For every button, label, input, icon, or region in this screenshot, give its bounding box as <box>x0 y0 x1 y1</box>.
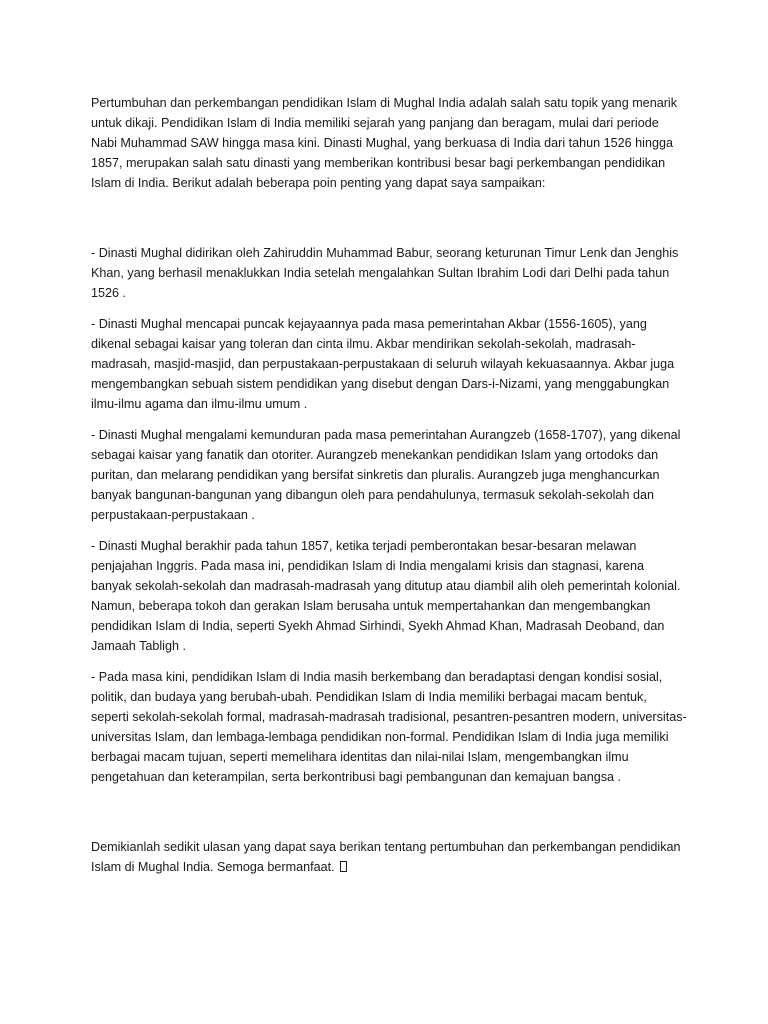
point-aurangzeb: - Dinasti Mughal mengalami kemunduran pada masa pemerintahan Aurangzeb (1658-1707), yang dikenal sebagai kaisar yang fanatik dan otoriter. Aurangzeb menekankan pendidikan Islam yang ortodoks dan puritan, dan melarang pendidikan yang bersifat sinkretis dan pluralis. Aurangzeb juga menghancurkan banyak bangunan-bangunan yang dibangun oleh para pendahulunya, termasuk sekolah-sekolah dan perpustakaan-perpustakaan . <box>91 428 681 522</box>
document-page <box>91 93 687 877</box>
point-modern: - Pada masa kini, pendidikan Islam di India masih berkembang dan beradaptasi dengan kondisi sosial, politik, dan budaya yang berubah-ubah. Pendidikan Islam di India memiliki berbagai macam bentuk, seperti sekolah-sekolah formal, madrasah-madrasah tradisional, pesantren-pesantren modern, universitas-universitas Islam, dan lembaga-lembaga pendidikan non-formal. Pendidikan Islam di India juga memiliki berbagai macam tujuan, seperti memelihara identitas dan nilai-nilai Islam, mengembangkan ilmu pengetahuan dan keterampilan, serta berkontribusi bagi pembangunan dan kemajuan bangsa . <box>91 670 687 784</box>
point-akbar: - Dinasti Mughal mencapai puncak kejayaannya pada masa pemerintahan Akbar (1556-1605), yang dikenal sebagai kaisar yang toleran dan cinta ilmu. Akbar mendirikan sekolah-sekolah, madrasah-madrasah, masjid-masjid, dan perpustakaan-perpustakaan di seluruh wilayah kekuasaannya. Akbar juga mengembangkan sebuah sistem pendidikan yang disebut dengan Dars-i-Nizami, yang menggabungkan ilmu-ilmu agama dan ilmu-ilmu umum . <box>91 317 675 411</box>
point-1857: - Dinasti Mughal berakhir pada tahun 1857, ketika terjadi pemberontakan besar-besaran melawan penjajahan Inggris. Pada masa ini, pendidikan Islam di India mengalami krisis dan stagnasi, karena banyak sekolah-sekolah dan madrasah-madrasah yang ditutup atau diambil alih oleh pemerintah kolonial. Namun, beberapa tokoh dan gerakan Islam berusaha untuk mempertahankan dan mengembangkan pendidikan Islam di India, seperti Syekh Ahmad Sirhindi, Syekh Ahmad Khan, Madrasah Deoband, dan Jamaah Tabligh . <box>91 539 681 653</box>
point-babur: - Dinasti Mughal didirikan oleh Zahiruddin Muhammad Babur, seorang keturunan Timur Lenk dan Jenghis Khan, yang berhasil menaklukkan India setelah mengalahkan Sultan Ibrahim Lodi dari Delhi pada tahun 1526 . <box>91 246 679 300</box>
intro-paragraph: Pertumbuhan dan perkembangan pendidikan Islam di Mughal India adalah salah satu topik yang menarik untuk dikaji. Pendidikan Islam di India memiliki sejarah yang panjang dan beragam, mulai dari periode Nabi Muhammad SAW hingga masa kini. Dinasti Mughal, yang berkuasa di India dari tahun 1526 hingga 1857, merupakan salah satu dinasti yang memberikan kontribusi besar bagi perkembangan pendidikan Islam di India. Berikut adalah beberapa poin penting yang dapat saya sampaikan: <box>91 96 677 190</box>
missing-glyph-icon <box>340 861 347 872</box>
closing-paragraph <box>91 837 687 877</box>
closing-text: Demikianlah sedikit ulasan yang dapat saya berikan tentang pertumbuhan dan perkembangan pendidikan Islam di Mughal India. Semoga bermanfaat. <box>91 840 681 874</box>
